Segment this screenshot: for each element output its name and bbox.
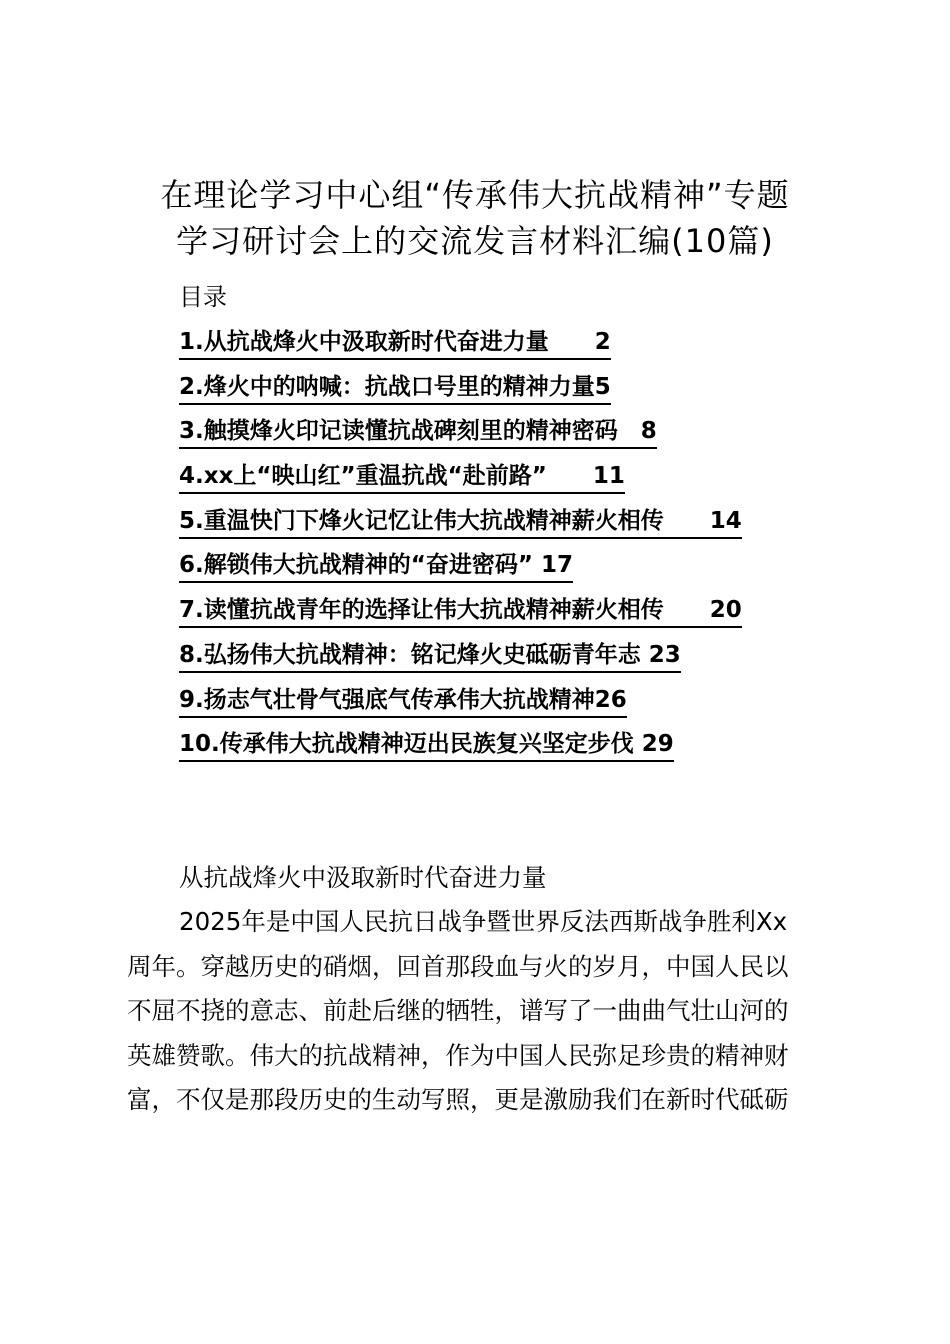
toc-entry-gap xyxy=(547,463,593,489)
toc-entry[interactable] xyxy=(179,323,839,368)
toc-entry-title: 5.重温快门下烽火记忆让伟大抗战精神薪火相传 xyxy=(179,507,664,534)
toc-entry-page-number: 23 xyxy=(648,641,681,668)
paragraph-line: 富，不仅是那段历史的生动写照，更是激励我们在新时代砥砺 xyxy=(127,1085,789,1115)
toc-entry-page-number: 14 xyxy=(709,507,742,534)
toc-entry-link[interactable] xyxy=(179,372,611,405)
toc-entry-link[interactable] xyxy=(179,550,573,583)
toc-entry-page-number: 29 xyxy=(641,731,674,758)
toc-entry-gap xyxy=(664,597,710,623)
toc-entry[interactable] xyxy=(179,546,839,591)
toc-entry-page-number: 8 xyxy=(640,418,657,445)
toc-entry-title: 8.弘扬伟大抗战精神：铭记烽火史砥砺青年志 xyxy=(179,641,641,668)
toc-entry-gap xyxy=(634,731,642,757)
toc-entry-title: 9.扬志气壮骨气强底气传承伟大抗战精神 xyxy=(179,686,595,713)
toc-entry-link[interactable] xyxy=(179,506,742,539)
toc-entry-page-number: 11 xyxy=(592,463,625,490)
toc-entry-page-number: 17 xyxy=(541,552,574,579)
toc-entry-link[interactable] xyxy=(179,461,625,494)
toc-entry-gap xyxy=(533,552,541,578)
toc-entry-title: 7.读懂抗战青年的选择让伟大抗战精神薪火相传 xyxy=(179,597,664,624)
section-title: 从抗战烽火中汲取新时代奋进力量 xyxy=(179,863,547,892)
toc-entry[interactable] xyxy=(179,457,839,502)
toc-entry-link[interactable] xyxy=(179,729,674,762)
toc-entry-link[interactable] xyxy=(179,685,627,718)
toc-entry-gap xyxy=(618,418,641,444)
toc-entry-link[interactable] xyxy=(179,595,742,628)
toc-entry-title: 4.xx上“映山红”重温抗战“赴前路” xyxy=(179,463,547,490)
toc-entry-title: 3.触摸烽火印记读懂抗战碑刻里的精神密码 xyxy=(179,418,618,445)
toc-entry-title: 10.传承伟大抗战精神迈出民族复兴坚定步伐 xyxy=(179,731,634,758)
toc-entry-title: 1.从抗战烽火中汲取新时代奋进力量 xyxy=(179,329,549,355)
table-of-contents xyxy=(179,323,839,770)
toc-entry-link[interactable] xyxy=(179,640,681,673)
toc-entry[interactable] xyxy=(179,636,839,681)
toc-entry-title: 6.解锁伟大抗战精神的“奋进密码” xyxy=(179,552,533,579)
toc-entry[interactable] xyxy=(179,591,839,636)
toc-entry-page-number: 2 xyxy=(594,329,611,355)
document-title-line-1: 在理论学习中心组“传承伟大抗战精神”专题 xyxy=(160,176,790,214)
paragraph-line: 2025年是中国人民抗日战争暨世界反法西斯战争胜利Xx xyxy=(179,907,788,936)
body-paragraph xyxy=(127,900,827,1123)
toc-entry-link[interactable] xyxy=(179,416,657,449)
toc-heading: 目录 xyxy=(179,283,227,311)
toc-entry[interactable] xyxy=(179,725,839,770)
toc-entry-page-number: 5 xyxy=(594,373,611,400)
document-title-line-2: 学习研讨会上的交流发言材料汇编(10篇) xyxy=(176,222,774,260)
paragraph-line: 不屈不挠的意志、前赴后继的牺牲，谱写了一曲曲气壮山河的 xyxy=(127,996,789,1026)
toc-entry[interactable] xyxy=(179,368,839,413)
paragraph-line: 英雄赞歌。伟大的抗战精神，作为中国人民弥足珍贵的精神财 xyxy=(127,1040,789,1070)
toc-entry[interactable] xyxy=(179,681,839,726)
toc-entry-gap xyxy=(641,642,649,668)
toc-entry[interactable] xyxy=(179,412,839,457)
toc-entry-title: 2.烽火中的呐喊：抗战口号里的精神力量 xyxy=(179,373,595,400)
toc-entry-link[interactable] xyxy=(179,327,611,360)
toc-entry-page-number: 20 xyxy=(709,597,742,624)
toc-entry-gap xyxy=(664,508,710,534)
toc-entry-gap xyxy=(549,329,595,355)
toc-entry[interactable] xyxy=(179,502,839,547)
toc-entry-page-number: 26 xyxy=(594,686,627,713)
paragraph-line: 周年。穿越历史的硝烟，回首那段血与火的岁月，中国人民以 xyxy=(127,951,789,981)
